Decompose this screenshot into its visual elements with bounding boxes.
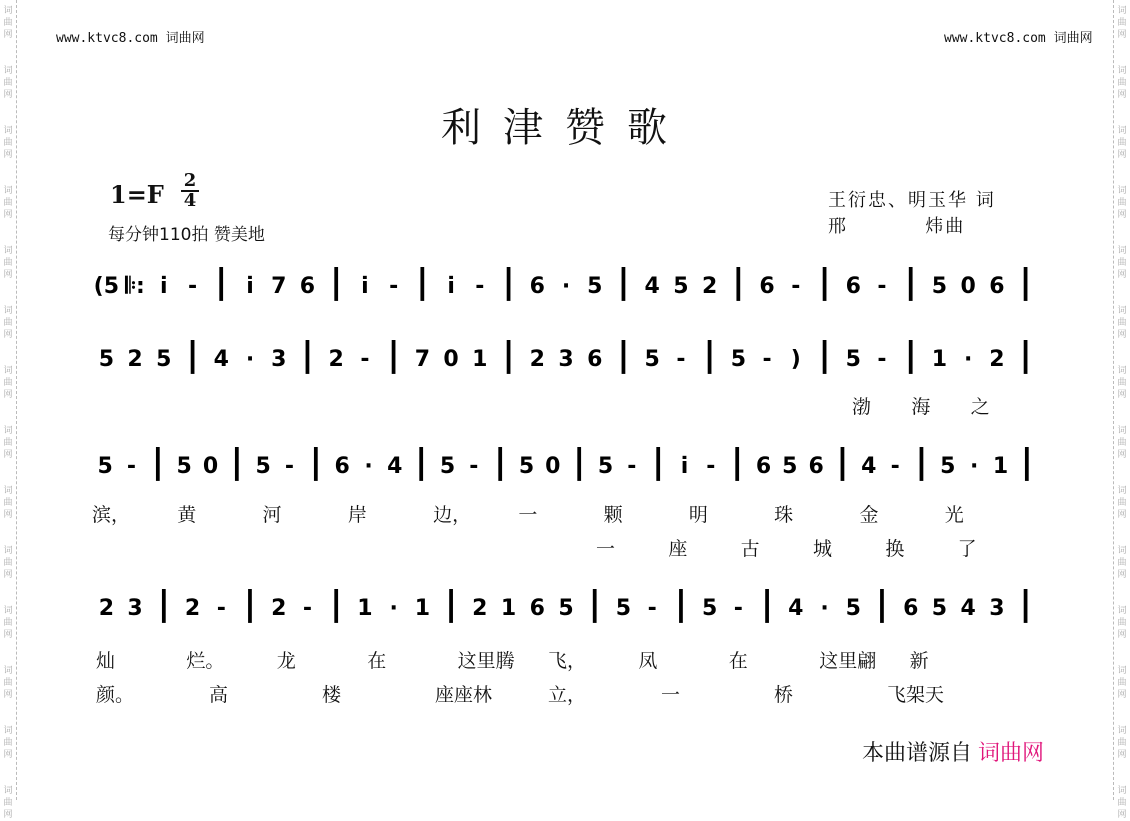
watermark-char: 网 [1117, 30, 1127, 40]
watermark-char: 词 [1117, 426, 1127, 436]
note: - [187, 274, 198, 299]
watermark-char: 曲 [3, 138, 13, 148]
barline: | [760, 584, 774, 624]
watermark-char: 网 [3, 210, 13, 220]
watermark-char: 词 [3, 126, 13, 136]
watermark-char: 曲 [1117, 378, 1127, 388]
lyric-syllable: 颜。 [96, 684, 135, 706]
note: 5 [518, 454, 535, 479]
note: i̇ [160, 274, 168, 299]
watermark-char: 词 [3, 486, 13, 496]
watermark-char: 网 [1117, 570, 1127, 580]
watermark-char: 网 [1117, 750, 1127, 760]
note: - [647, 596, 657, 621]
watermark-char: 曲 [3, 558, 13, 568]
watermark-char: 网 [1117, 510, 1127, 520]
note: 7 [414, 347, 431, 372]
watermark-char: 词 [3, 366, 13, 376]
note: 6 [755, 454, 772, 479]
lyric-syllable: 换 [885, 538, 905, 560]
watermark-char: 曲 [3, 378, 13, 388]
watermark-char: 网 [3, 570, 13, 580]
watermark-char: 词 [3, 606, 13, 616]
watermark-char: 曲 [1117, 18, 1127, 28]
barline: | [915, 442, 928, 482]
lyric-syllable: 珠 [774, 504, 794, 526]
watermark-char: 网 [1117, 330, 1127, 340]
lyric-syllable: 黄 [177, 504, 197, 526]
note: 5 [439, 454, 456, 479]
barline: | [818, 262, 831, 302]
watermark-char: 词 [3, 186, 13, 196]
watermark-char: 网 [1117, 150, 1127, 160]
note: 2 [127, 347, 143, 372]
lyric-syllable: 明 [688, 504, 708, 526]
note: 5 [701, 596, 718, 621]
watermark-char: 曲 [1117, 798, 1127, 808]
watermark-char: 曲 [1117, 618, 1127, 628]
note: - [475, 274, 485, 299]
barline: | [301, 335, 314, 375]
note: 6 [989, 274, 1005, 299]
watermark-char: 曲 [3, 198, 13, 208]
note: 6 [903, 596, 919, 621]
lyric-syllable: 滨， [92, 504, 131, 526]
note: 5 [940, 454, 956, 479]
lyric-syllable: 在 [367, 650, 387, 672]
watermark-char: 曲 [3, 798, 13, 808]
watermark-char: 词 [3, 666, 13, 676]
watermark-char: 曲 [3, 318, 13, 328]
barline: | [732, 262, 745, 302]
barline: | [502, 335, 515, 375]
barline: | [730, 442, 744, 482]
note: 5 [782, 454, 798, 479]
watermark-char: 词 [1117, 786, 1127, 796]
meter-top: 2 [183, 170, 197, 191]
watermark-char: 网 [1117, 690, 1127, 700]
note: - [360, 347, 370, 372]
lyric-syllable: 渤 [852, 396, 872, 418]
note: 5 [845, 596, 861, 621]
watermark-char: 网 [3, 750, 13, 760]
lyric-syllable: 龙 [276, 650, 296, 672]
note: - [216, 596, 226, 621]
note: 5 [730, 347, 747, 372]
barline: | [329, 584, 343, 624]
lyric-syllable: 城 [813, 538, 833, 560]
note: 6 [334, 454, 350, 479]
lyric-syllable: 楼 [322, 684, 342, 706]
note: 1 [500, 596, 517, 621]
note: 5 [587, 274, 603, 299]
note: 6 [529, 596, 545, 621]
note: 4 [387, 454, 403, 479]
watermark-char: 网 [1117, 210, 1127, 220]
watermark-char: 曲 [1117, 678, 1127, 688]
site-url-left[interactable]: www.ktvc8.com 词曲网 [56, 31, 205, 46]
note: 1 [931, 347, 948, 372]
watermark-char: 曲 [1117, 558, 1127, 568]
barline: | [387, 335, 400, 375]
note: - [877, 347, 887, 372]
watermark-char: 曲 [1117, 258, 1127, 268]
watermark-char: 词 [1117, 726, 1127, 736]
note: i̇ [680, 454, 689, 479]
watermark-char: 词 [3, 66, 13, 76]
barline: | [1020, 442, 1034, 482]
note: - [302, 596, 313, 621]
barline: | [416, 262, 429, 302]
barline: | [674, 584, 688, 624]
lyric-syllable: 高 [209, 684, 229, 706]
lyric-syllable: 立， [548, 684, 587, 706]
watermark-char: 词 [3, 726, 13, 736]
note: 4 [960, 596, 976, 621]
watermark-char: 网 [1117, 450, 1127, 460]
lyric-syllable: 飞， [548, 650, 587, 672]
lyric-syllable: 一 [661, 684, 681, 706]
note: 6 [759, 274, 775, 299]
barline: | [230, 442, 244, 482]
watermark-char: 网 [3, 810, 13, 820]
note: - [877, 274, 887, 299]
watermark-char: 曲 [3, 438, 13, 448]
lyricist-credit: 王衍忠、明玉华 词 [828, 190, 996, 211]
watermark-char: 词 [3, 246, 13, 256]
watermark-char: 词 [1117, 606, 1127, 616]
note: 6 [299, 274, 316, 299]
barline: | [151, 442, 165, 482]
watermark-char: 网 [3, 630, 13, 640]
note: · [364, 454, 373, 479]
composer-credit: 邢 炜曲 [828, 216, 966, 237]
note: · [820, 596, 829, 621]
note: - [762, 347, 772, 372]
site-url-right[interactable]: www.ktvc8.com 词曲网 [944, 31, 1093, 46]
note: 5 [255, 454, 271, 479]
watermark-char: 网 [3, 150, 13, 160]
watermark-char: 曲 [3, 18, 13, 28]
watermark-char: 曲 [3, 258, 13, 268]
note: 6 [808, 454, 824, 479]
watermark-char: 曲 [3, 678, 13, 688]
barline: | [493, 442, 507, 482]
note: 3 [558, 347, 574, 372]
note: - [126, 454, 137, 479]
lyric-syllable: 颗 [603, 504, 623, 526]
note: - [627, 454, 637, 479]
watermark-char: 网 [3, 390, 13, 400]
watermark-char: 词 [3, 426, 13, 436]
note: 4 [861, 454, 877, 479]
source-note[interactable] [862, 736, 1044, 767]
source-label: 本曲谱源自 [862, 741, 973, 766]
barline: | [588, 584, 601, 624]
lyric-syllable: 灿 [96, 650, 116, 672]
lyric-syllable: 一 [596, 538, 616, 560]
watermark-char: 词 [1117, 366, 1127, 376]
note: 7 [271, 274, 287, 299]
note: 3 [271, 347, 287, 372]
watermark-char: 词 [1117, 126, 1127, 136]
watermark-char: 曲 [1117, 198, 1127, 208]
song-title: 利津赞歌 [441, 105, 689, 151]
barline: | [617, 262, 630, 302]
note: 5 [98, 347, 115, 372]
watermark-char: 曲 [3, 618, 13, 628]
barline: | [875, 584, 889, 624]
barline: | [309, 442, 323, 482]
note: · [561, 274, 571, 299]
note: - [676, 347, 686, 372]
note: 1 [992, 454, 1009, 479]
note: 1 [357, 596, 373, 621]
watermark-char: 词 [1117, 66, 1127, 76]
note: 0 [443, 347, 459, 372]
note: 5 [156, 347, 172, 372]
watermark-char: 网 [3, 330, 13, 340]
lyric-syllable: 在 [728, 650, 748, 672]
watermark-char: 曲 [3, 78, 13, 88]
note: 2 [98, 596, 115, 621]
lyric-syllable: 新 [909, 650, 929, 672]
lyric-syllable: 这里腾 [457, 650, 515, 672]
note: 5 [558, 596, 574, 621]
watermark-char: 词 [3, 786, 13, 796]
note: · [964, 347, 973, 372]
watermark-char: 曲 [3, 738, 13, 748]
watermark-char: 网 [3, 90, 13, 100]
note: i̇ [447, 274, 455, 299]
note: 5 [176, 454, 192, 479]
lyric-syllable: 座 [668, 538, 688, 560]
watermark-char: 词 [1117, 666, 1127, 676]
barline: | [703, 335, 716, 375]
watermark-char: 网 [1117, 630, 1127, 640]
key-signature: 1=F [110, 180, 164, 209]
barline: | [502, 262, 515, 302]
note: 4 [644, 274, 660, 299]
barline: | [818, 335, 831, 375]
note: - [389, 274, 399, 299]
note: - [284, 454, 295, 479]
watermark-char: 曲 [1117, 438, 1127, 448]
note: i̇ [361, 274, 369, 299]
lyric-syllable: 凤 [638, 650, 658, 672]
meter-bottom: 4 [183, 190, 197, 211]
note: 5 [644, 347, 660, 372]
lyric-syllable: 这里翩 [819, 650, 877, 672]
note: 6 [845, 274, 861, 299]
watermark-char: 词 [1117, 486, 1127, 496]
note: 5 [597, 454, 614, 479]
barline: | [157, 584, 171, 624]
barline: | [1019, 262, 1032, 302]
watermark-char: 网 [3, 450, 13, 460]
note: - [890, 454, 900, 479]
watermark-char: 网 [3, 690, 13, 700]
watermark-char: 曲 [1117, 498, 1127, 508]
note: 5 [845, 347, 861, 372]
note: 5 [97, 454, 113, 479]
watermark-char: 曲 [1117, 138, 1127, 148]
barline: | [617, 335, 630, 375]
barline: | [186, 335, 199, 375]
note: 3 [127, 596, 143, 621]
note: 6 [529, 274, 545, 299]
note: ) [790, 347, 801, 372]
note: 6 [587, 347, 603, 372]
watermark-char: 词 [1117, 186, 1127, 196]
watermark-char: 网 [1117, 390, 1127, 400]
barline: | [836, 442, 849, 482]
lyric-syllable: 一 [518, 504, 538, 526]
barline: | [904, 335, 917, 375]
note: 3 [989, 596, 1005, 621]
watermark-char: 曲 [1117, 318, 1127, 328]
lyric-syllable: 桥 [774, 684, 794, 706]
note: 0 [545, 454, 561, 479]
source-brand[interactable]: 词曲网 [978, 741, 1045, 766]
note: - [469, 454, 479, 479]
lyric-syllable: 河 [262, 504, 282, 526]
note: - [733, 596, 743, 621]
barline: | [904, 262, 917, 302]
watermark-char: 词 [1117, 6, 1127, 16]
note: - [706, 454, 716, 479]
note: 0 [202, 454, 219, 479]
barline: | [651, 442, 665, 482]
lyric-syllable: 座座林 [435, 684, 493, 706]
watermark-char: 网 [3, 30, 13, 40]
lyric-syllable: 烂。 [186, 650, 225, 672]
note: i̇ [246, 274, 254, 299]
note: 2 [472, 596, 488, 621]
barline: | [1019, 584, 1032, 624]
lyric-syllable: 光 [944, 504, 964, 526]
note: 1 [414, 596, 431, 621]
barline: | [329, 262, 343, 302]
watermark-char: 网 [1117, 810, 1127, 820]
barline: | [243, 584, 257, 624]
lyric-syllable: 飞架天 [887, 684, 945, 706]
watermark-char: 曲 [3, 498, 13, 508]
note: 2 [989, 347, 1005, 372]
lyric-syllable: 岸 [347, 504, 367, 526]
note: - [791, 274, 801, 299]
note: 5 [615, 596, 632, 621]
barline: | [444, 584, 458, 624]
note: 2 [529, 347, 545, 372]
watermark-char: 曲 [1117, 738, 1127, 748]
note: 2 [701, 274, 718, 299]
note: 1 [472, 347, 488, 372]
barline: | [414, 442, 428, 482]
watermark-char: 网 [3, 270, 13, 280]
note: 4 [788, 596, 804, 621]
lyric-syllable: 海 [911, 396, 931, 418]
note: 2 [328, 347, 344, 372]
note: 4 [213, 347, 229, 372]
note: (5 [93, 274, 120, 299]
watermark-char: 词 [3, 306, 13, 316]
watermark-char: 词 [3, 6, 13, 16]
note: 5 [931, 596, 948, 621]
note: 0 [960, 274, 976, 299]
note: · [969, 454, 979, 479]
lyric-syllable: 之 [970, 396, 990, 418]
watermark-char: 词 [1117, 546, 1127, 556]
barline: | [572, 442, 586, 482]
watermark-char: 词 [1117, 246, 1127, 256]
barline: | [215, 262, 228, 302]
note: 2 [184, 596, 201, 621]
watermark-char: 曲 [1117, 78, 1127, 88]
lyric-syllable: 边， [433, 504, 472, 526]
watermark-char: 网 [1117, 270, 1127, 280]
lyric-syllable: 古 [740, 538, 760, 560]
watermark-char: 网 [1117, 90, 1127, 100]
lyric-syllable: 金 [859, 504, 879, 526]
watermark-char: 词 [1117, 306, 1127, 316]
note: 2 [271, 596, 287, 621]
note: 5 [673, 274, 689, 299]
watermark-char: 词 [3, 546, 13, 556]
watermark-char: 网 [3, 510, 13, 520]
note: · [245, 347, 255, 372]
note: 5 [931, 274, 948, 299]
note: · [389, 596, 398, 621]
barline: | [1019, 335, 1032, 375]
note: 𝄆: [125, 274, 145, 299]
tempo-marking: 每分钟110拍 赞美地 [108, 225, 265, 245]
lyric-syllable: 了 [957, 538, 977, 560]
